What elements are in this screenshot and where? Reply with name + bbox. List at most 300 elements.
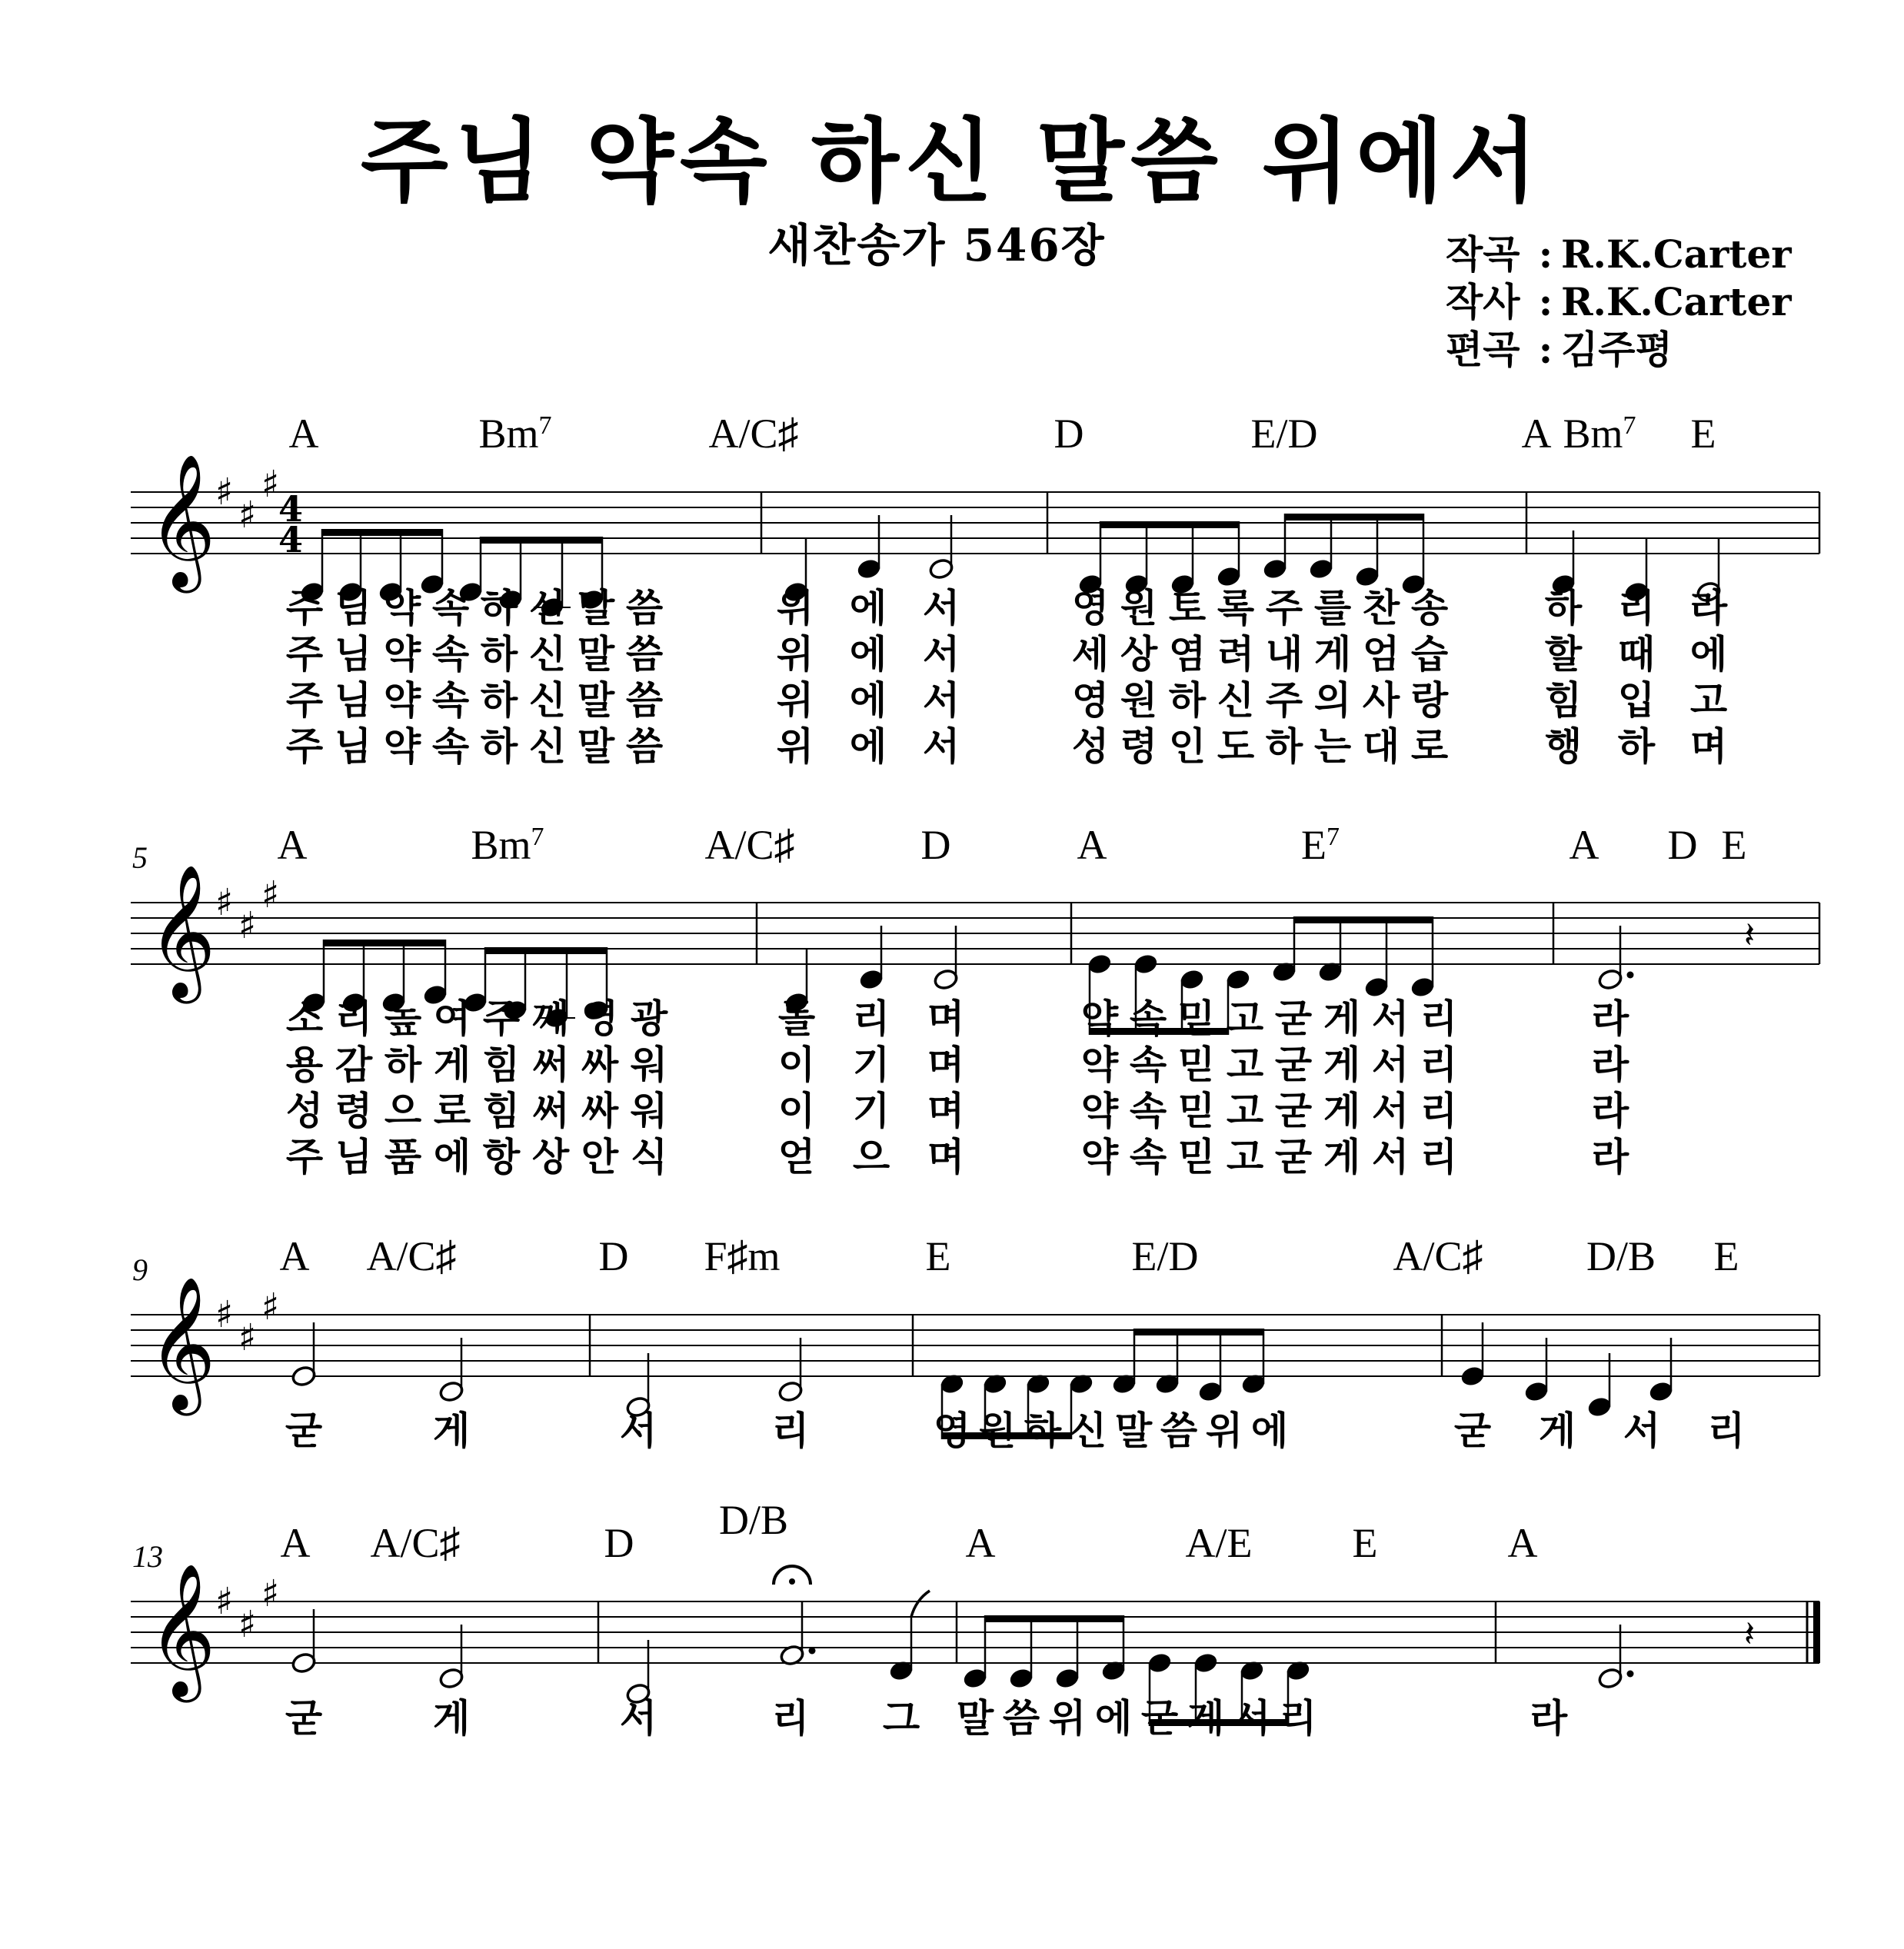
chord-root: A/C♯ [366,1233,457,1279]
beam [480,537,603,544]
chord-symbol [1251,411,1318,457]
lyric-syllable: 신 [1069,1409,1107,1453]
lyric-syllable: 믿 [1177,1135,1216,1179]
lyric-syllable: 싸 [581,1089,619,1133]
lyric-syllable: 상 [1120,632,1158,677]
chord-symbol [1714,1233,1739,1279]
lyric-syllable: 세 [1071,632,1110,677]
sharp-icon: ♯ [261,873,280,916]
beam [984,1615,1124,1622]
credit-label: 작곡 [1446,231,1520,277]
sharp-icon: ♯ [238,1603,257,1646]
lyric-syllable: 의 [1313,678,1352,723]
lyric-syllable: 위 [776,632,814,677]
note-head [858,968,884,990]
lyric-syllable: 라 [1591,1135,1629,1179]
chord-symbol [1563,411,1636,457]
chord-root: E [1690,411,1716,457]
lyric-syllable: 영 [933,1409,971,1453]
chord-root: A/C♯ [708,411,799,457]
chord-root: A [1569,822,1599,868]
lyric-syllable: 에 [849,632,887,677]
lyric-syllable: 써 [531,1089,570,1133]
lyric-syllable: 리 [1420,996,1458,1041]
chord-root: A/C♯ [370,1520,461,1566]
lyric-syllable: 서 [619,1696,657,1741]
treble-clef-icon: 𝄞 [148,1563,216,1697]
song-title: 주님 약속 하신 말씀 위에서 [360,108,1544,215]
note-head [1054,1667,1080,1689]
lyric-syllable: 신 [528,678,567,723]
lyric-syllable: 속 [431,724,470,769]
lyric-syllable: 입 [1617,678,1656,723]
staff-system [131,822,1819,1179]
lyric-syllable: 말 [577,678,615,723]
lyric-syllable: 인 [1168,724,1207,769]
lyric-syllable: 믿 [1177,1043,1216,1087]
lyric-syllable: 고 [1689,678,1728,723]
beam [484,947,607,954]
lyric-syllable: 굳 [1140,1696,1179,1741]
lyric-syllable: 신 [528,724,567,769]
chord-symbol [1077,822,1107,868]
chord-symbol [1722,822,1747,868]
lyric-syllable: 이 [777,1089,816,1133]
lyric-syllable: 용 [285,1043,324,1087]
chord-symbol [704,822,794,868]
chord-root: A [280,1520,311,1566]
lyric-syllable: 도 [1217,724,1255,769]
time-signature-bottom: 4 [278,519,304,560]
lyric-syllable: 하 [480,632,518,677]
lyric-syllable: 님 [334,678,372,723]
lyric-syllable: 서 [922,678,960,723]
note-head [1087,953,1112,975]
lyric-syllable: 엄 [1362,632,1400,677]
lyric-syllable: 게 [1323,996,1361,1041]
chord-root: D [920,822,951,868]
note-head [1410,976,1435,998]
lyric-syllable: 님 [334,632,372,677]
note-head [438,1667,464,1689]
chord-root: A/E [1185,1520,1253,1566]
lyric-syllable: 항 [482,1135,521,1179]
lyric-syllable: 찬 [1362,586,1400,630]
lyric-syllable: 원 [1120,586,1158,630]
quarter-rest-icon: 𝄽 [1743,1613,1756,1655]
chord-symbol [1522,411,1552,457]
note-head [933,968,958,990]
chord-root: A/C♯ [704,822,795,868]
sharp-icon: ♯ [215,1580,234,1623]
lyric-syllable: 리 [1279,1696,1317,1741]
lyric-syllable: 하 [480,586,518,630]
lyric-syllable: 굳 [285,1409,323,1453]
chord-symbol [366,1233,456,1279]
quarter-rest-icon: 𝄽 [1743,914,1756,956]
credit-separator: : [1538,231,1553,277]
chord-superscript: 7 [538,411,552,440]
chord-symbol [281,1520,311,1566]
lyric-syllable: 게 [433,1043,471,1087]
note-head [1597,1667,1623,1689]
lyric-syllable: 약 [383,632,421,677]
dot [809,1648,816,1655]
chord-symbol [604,1520,634,1566]
lyric-syllable: 때 [1617,632,1656,677]
chord-root: D [1667,822,1698,868]
lyric-syllable: 신 [1217,678,1255,723]
beam [321,529,443,536]
lyric-syllable: 신 [528,632,567,677]
chord-root: E [925,1233,951,1279]
lyric-syllable: 약 [383,678,421,723]
lyric-syllable: 라 [1689,586,1728,630]
lyric-syllable: 위 [776,586,814,630]
lyric-syllable: 하 [1024,1409,1062,1453]
lyric-syllable: 굳 [1453,1409,1492,1453]
chord-superscript: 7 [1623,411,1636,440]
staff-system [131,1497,1820,1741]
lyric-syllable: 는 [1313,724,1352,769]
lyric-syllable: 에 [1689,632,1728,677]
lyric-syllable: 약 [383,724,421,769]
lyric-syllable: 서 [1371,1089,1410,1133]
lyric-syllable: 힘 [1544,678,1583,723]
chord-root: E [1713,1233,1739,1279]
lyric-syllable: 게 [1323,1089,1361,1133]
chord-symbol [1393,1233,1483,1279]
chord-symbol [478,411,551,457]
lyric-syllable: 리 [1420,1089,1458,1133]
credit-value: R.K.Carter [1561,279,1792,324]
lyric-syllable: 씀 [625,678,664,723]
beam [1100,521,1240,528]
chord-root: A [1521,411,1552,457]
note-head [1308,557,1333,580]
lyric-syllable: 하 [1168,678,1207,723]
lyric-syllable: 게 [1323,1043,1361,1087]
note-head [1597,968,1623,990]
lyric-syllable: 님 [334,724,372,769]
lyric-syllable: 하 [480,724,518,769]
lyric-syllable: 굳 [1274,996,1313,1041]
chord-root: F♯m [704,1233,781,1279]
chord-superscript: 7 [531,823,544,851]
beam [1284,514,1424,521]
lyric-syllable: 이 [777,1043,816,1087]
sharp-icon: ♯ [215,1293,234,1336]
credit-value: R.K.Carter [1561,231,1792,277]
lyric-syllable: 얻 [777,1135,816,1179]
lyric-syllable: 약 [1080,1089,1119,1133]
lyric-syllable: 하 [1265,724,1303,769]
chord-root: D [604,1520,634,1566]
lyric-syllable: 위 [1048,1696,1087,1741]
lyric-syllable: 할 [1544,632,1583,677]
chord-symbol [1132,1233,1199,1279]
note-head [1262,557,1287,580]
lyric-syllable: 고 [1226,1089,1264,1133]
chord-symbol [471,822,544,868]
treble-clef-icon: 𝄞 [148,1276,216,1410]
note-head [1460,1365,1485,1387]
lyric-syllable: 며 [927,1043,965,1087]
lyric-syllable: 굳 [1274,1135,1313,1179]
lyric-syllable: 주 [285,632,324,677]
lyric-syllable: 약 [1080,1135,1119,1179]
lyric-syllable: 서 [1623,1409,1661,1453]
beam [1133,1329,1264,1335]
lyric-syllable: 기 [852,1089,890,1133]
sharp-icon: ♯ [238,494,257,537]
lyric-syllable: 속 [1129,1089,1167,1133]
lyric-syllable: 그 [882,1696,920,1741]
lyric-syllable: 게 [1187,1696,1225,1741]
treble-clef-icon: 𝄞 [148,864,216,998]
chord-symbol [289,411,319,457]
lyric-syllable: 소 [285,996,324,1041]
note-head [1363,976,1389,998]
lyric-syllable: 으 [852,1135,890,1179]
note-head [1648,1380,1673,1402]
sharp-icon: ♯ [215,881,234,924]
lyric-syllable: 에 [849,678,887,723]
chord-root: E/D [1131,1233,1199,1279]
final-barline [1813,1601,1820,1663]
lyric-syllable: 씀 [1160,1409,1198,1453]
lyric-syllable: 힘 [482,1043,521,1087]
lyric-syllable: 에 [849,724,887,769]
lyric-syllable: 식 [630,1135,668,1179]
chord-root: D/B [718,1497,789,1543]
lyric-syllable: 안 [581,1135,619,1179]
chord-symbol [921,822,951,868]
lyric-syllable: 서 [1233,1696,1271,1741]
chord-symbol [704,1233,780,1279]
lyric-syllable: 말 [1114,1409,1153,1453]
chord-root: E/D [1250,411,1318,457]
note-head [291,1651,316,1674]
lyric-syllable: 에 [433,1135,471,1179]
lyric-syllable: 서 [1371,996,1410,1041]
lyric-syllable: 내 [1265,632,1303,677]
lyric-syllable: 리 [335,996,373,1041]
note-head [1197,1380,1223,1402]
lyric-syllable: 속 [431,632,470,677]
chord-symbol [1586,1233,1656,1279]
chord-symbol [370,1520,460,1566]
lyric-syllable: 님 [335,1135,373,1179]
lyric-syllable: 주 [1265,678,1303,723]
lyric-syllable: 령 [335,1089,373,1133]
lyric-syllable: 영 [1071,586,1110,630]
sharp-icon: ♯ [238,904,257,947]
lyric-syllable: 님 [334,586,372,630]
lyric-syllable: 영 [1071,678,1110,723]
lyric-syllable: 믿 [1177,996,1216,1041]
lyric-syllable: 대 [1362,724,1400,769]
lyric-syllable: 게 [1313,632,1352,677]
sharp-icon: ♯ [261,1572,280,1615]
lyric-syllable: 상 [531,1135,570,1179]
measure-number: 13 [132,1539,163,1574]
credit-separator: : [1538,327,1553,372]
chord-symbol [966,1520,996,1566]
lyric-syllable: 게 [432,1409,471,1453]
chord-root: E [1721,822,1747,868]
fermata-dot [789,1578,795,1585]
note-head [1354,565,1380,587]
chord-root: A [1077,822,1107,868]
lyric-syllable: 라 [1530,1696,1568,1741]
lyric-syllable: 감 [335,1043,373,1087]
chord-symbol [1508,1520,1538,1566]
lyric-syllable: 하 [480,678,518,723]
note-head [1008,1667,1034,1689]
lyric-syllable: 높 [384,996,422,1041]
lyric-syllable: 록 [1217,586,1255,630]
sharp-icon: ♯ [215,471,234,514]
chord-symbol [1569,822,1599,868]
lyric-syllable: 씀 [1002,1696,1040,1741]
chord-symbol [280,1233,310,1279]
treble-clef-icon: 𝄞 [148,454,216,587]
lyric-syllable: 약 [383,586,421,630]
lyric-syllable: 게 [1323,1135,1361,1179]
lyric-syllable: 리 [1420,1043,1458,1087]
credit-label: 작사 [1446,279,1520,324]
note-head [1133,953,1158,975]
lyric-syllable: 속 [1129,1043,1167,1087]
lyric-syllable: 사 [1362,678,1400,723]
lyric-syllable: 싸 [581,1043,619,1087]
chord-root: A [279,1233,310,1279]
lyric-syllable: 로 [1410,724,1449,769]
note-head [1179,968,1204,990]
lyric-syllable: 게 [432,1696,471,1741]
beam [323,940,446,946]
lyric-syllable: 굳 [1274,1089,1313,1133]
lyric-syllable: 며 [927,996,965,1041]
lyric-syllable: 주 [482,996,521,1041]
lyric-syllable: 서 [619,1409,657,1453]
note-head [291,1365,316,1387]
chord-root: A [965,1520,996,1566]
lyric-syllable: 힘 [482,1089,521,1133]
lyric-syllable: 서 [1371,1135,1410,1179]
lyric-syllable: 써 [531,1043,570,1087]
lyric-syllable: 며 [927,1089,965,1133]
staff-system [131,411,1819,769]
lyric-syllable: 주 [285,678,324,723]
note-head [1147,1651,1172,1674]
chord-symbol [1353,1520,1378,1566]
chord-root: Bm [471,822,531,868]
lyric-syllable: 영 [581,996,619,1041]
beam [1293,916,1433,923]
lyric-syllable: 주 [285,724,324,769]
note-head [438,1380,464,1402]
lyric-syllable: 성 [285,1089,324,1133]
lyric-syllable: 주 [285,1135,324,1179]
sharp-icon: ♯ [238,1316,257,1359]
lyric-syllable: 행 [1544,724,1583,769]
chord-symbol [1691,411,1716,457]
chord-root: D/B [1586,1233,1656,1279]
measure-number: 5 [132,840,148,875]
credit-separator: : [1538,279,1553,324]
chord-symbol [708,411,798,457]
hymn-number: 새찬송가 546장 [767,219,1106,271]
note-flag [911,1591,930,1617]
note-head [928,557,954,580]
lyric-syllable: 라 [1591,1043,1629,1087]
chord-root: A [288,411,319,457]
lyric-syllable: 리 [1420,1135,1458,1179]
lyric-syllable: 돌 [777,996,816,1041]
lyric-syllable: 토 [1168,586,1207,630]
lyric-syllable: 성 [1071,724,1110,769]
chord-superscript: 7 [1326,823,1340,851]
lyric-syllable: 며 [1689,724,1728,769]
chord-symbol [1301,822,1340,868]
lyric-syllable: 굳 [285,1696,323,1741]
lyric-syllable: 하 [1544,586,1583,630]
lyric-syllable: 위 [776,678,814,723]
chord-root: D [598,1233,629,1279]
lyric-syllable: 속 [1129,1135,1167,1179]
lyric-syllable: 약 [1080,996,1119,1041]
chord-symbol [278,822,308,868]
lyric-syllable: 워 [630,1043,668,1087]
note-head [856,557,881,580]
lyric-syllable: 원 [1120,678,1158,723]
note-head [1586,1395,1612,1418]
chord-root: A/C♯ [1393,1233,1483,1279]
chord-root: A [277,822,308,868]
chord-symbol [1668,822,1698,868]
lyric-syllable: 하 [384,1043,422,1087]
lyric-syllable: 령 [1120,724,1158,769]
lyric-syllable: 위 [776,724,814,769]
lyric-syllable: 송 [1410,586,1449,630]
lyric-syllable: 광 [630,996,668,1041]
lyric-syllable: 여 [433,996,471,1041]
chord-root: D [1054,411,1084,457]
sharp-icon: ♯ [261,463,280,506]
note-head [962,1667,987,1689]
lyric-syllable: 서 [922,632,960,677]
lyric-syllable: 워 [630,1089,668,1133]
lyric-syllable: 서 [1371,1043,1410,1087]
lyric-syllable: 속 [1129,996,1167,1041]
note-head [1216,565,1241,587]
lyric-syllable: 로 [433,1089,471,1133]
chord-root: E [1301,822,1326,868]
lyric-syllable: 말 [956,1696,994,1741]
time-signature-top: 4 [278,488,304,530]
lyric-syllable: 하 [1617,724,1656,769]
lyric-syllable: 속 [431,678,470,723]
lyric-syllable: 으 [384,1089,422,1133]
staff-system [131,1233,1819,1453]
lyric-syllable: 품 [384,1135,422,1179]
lyric-syllable: 믿 [1177,1089,1216,1133]
lyric-syllable: 라 [1591,996,1629,1041]
credit-label: 편곡 [1446,327,1520,372]
lyric-syllable: 위 [1205,1409,1243,1453]
